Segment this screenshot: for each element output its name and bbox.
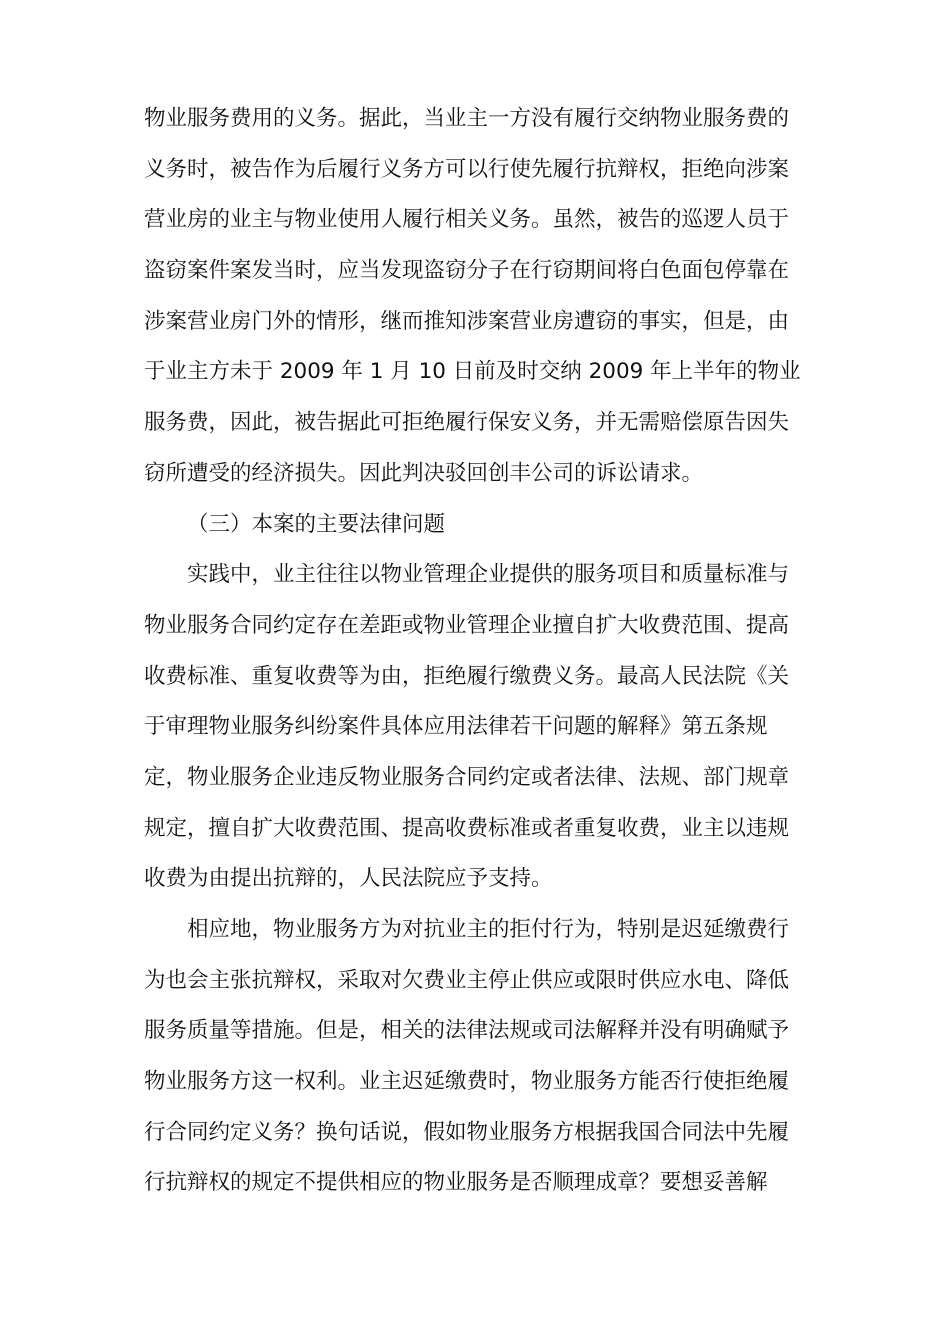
text-line: 服务质量等措施。但是，相关的法律法规或司法解释并没有明确赋予 <box>144 1018 790 1044</box>
text-line: 营业房的业主与物业使用人履行相关义务。虽然，被告的巡逻人员于 <box>144 207 790 233</box>
text-line: 行抗辩权的规定不提供相应的物业服务是否顺理成章？要想妥善解 <box>144 1170 768 1196</box>
text-line: （三）本案的主要法律问题 <box>187 511 446 537</box>
text-line: 涉案营业房门外的情形，继而推知涉案营业房遭窃的事实，但是，由 <box>144 308 790 334</box>
text-line: 盗窃案件案发当时，应当发现盗窃分子在行窃期间将白色面包停靠在 <box>144 258 790 284</box>
text-line: 义务时，被告作为后履行义务方可以行使先履行抗辩权，拒绝向涉案 <box>144 156 790 182</box>
text-line: 为也会主张抗辩权，采取对欠费业主停止供应或限时供应水电、降低 <box>144 967 790 993</box>
document-body <box>144 94 834 1209</box>
text-line: 规定，擅自扩大收费范围、提高收费标准或者重复收费，业主以违规 <box>144 815 790 841</box>
text-line: 物业服务合同约定存在差距或物业管理企业擅自扩大收费范围、提高 <box>144 612 790 638</box>
text-line: 窃所遭受的经济损失。因此判决驳回创丰公司的诉讼请求。 <box>144 460 704 486</box>
text-line: 相应地，物业服务方为对抗业主的拒付行为，特别是迟延缴费行 <box>187 917 790 942</box>
text-line: 服务费，因此，被告据此可拒绝履行保安义务，并无需赔偿原告因失 <box>144 410 790 436</box>
text-line: 于审理物业服务纠纷案件具体应用法律若干问题的解释》第五条规 <box>144 714 768 740</box>
text-line: 定，物业服务企业违反物业服务合同约定或者法律、法规、部门规章 <box>144 764 790 790</box>
text-line: 行合同约定义务？换句话说，假如物业服务方根据我国合同法中先履 <box>144 1119 790 1145</box>
text-line: 收费为由提出抗辩的，人民法院应予支持。 <box>144 866 553 892</box>
text-line: 于业主方未于 2009 年 1 月 10 日前及时交纳 2009 年上半年的物业 <box>144 359 801 385</box>
text-line: 收费标准、重复收费等为由，拒绝履行缴费义务。最高人民法院《关 <box>144 663 790 689</box>
text-line: 物业服务费用的义务。据此，当业主一方没有履行交纳物业服务费的 <box>144 106 790 131</box>
text-line: 物业服务方这一权利。业主迟延缴费时，物业服务方能否行使拒绝履 <box>144 1069 790 1095</box>
text-line: 实践中，业主往往以物业管理企业提供的服务项目和质量标准与 <box>187 562 790 588</box>
